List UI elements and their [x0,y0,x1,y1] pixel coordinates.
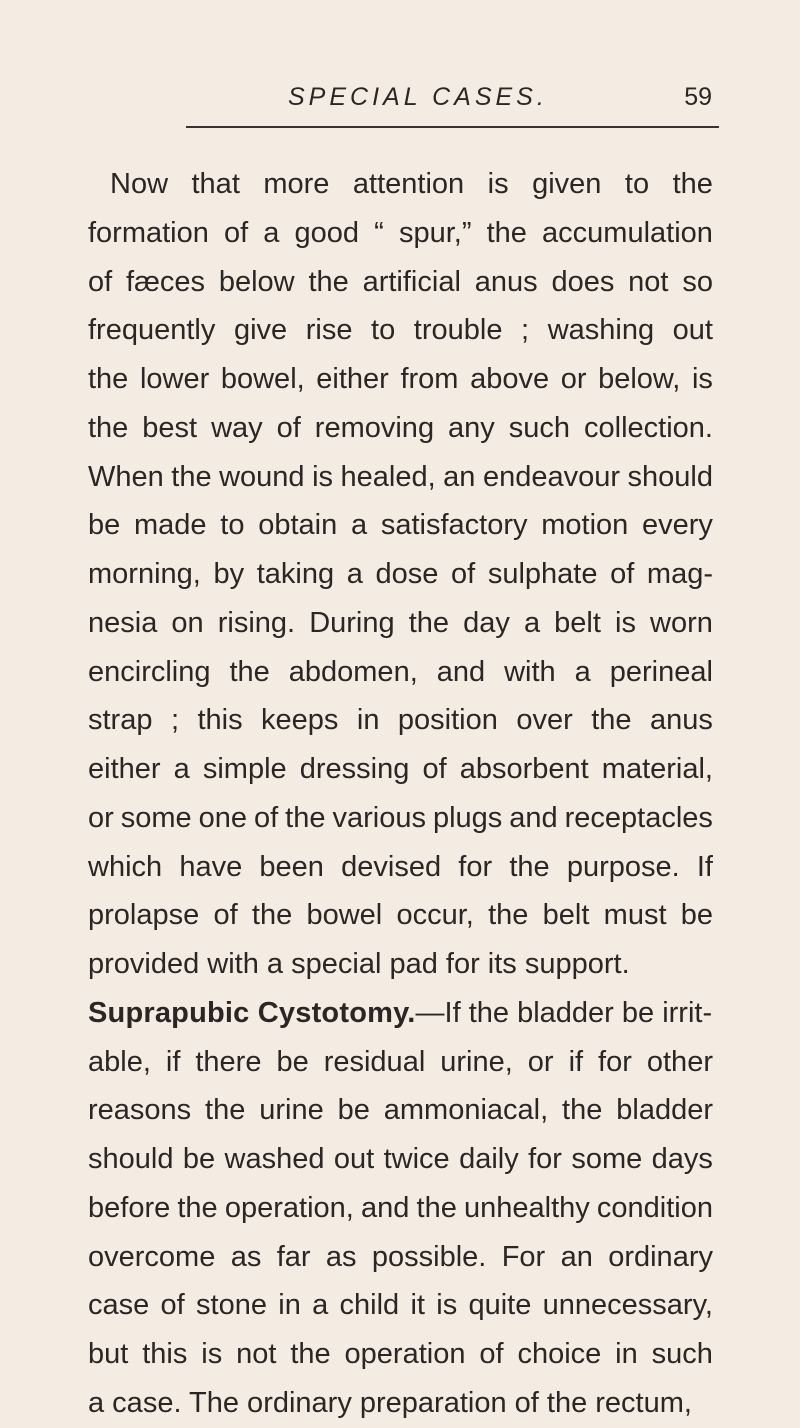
word: For [501,1240,546,1273]
word: of [276,411,301,444]
word: made [134,509,207,542]
word: artificial [362,265,461,298]
word: spur,” [398,216,472,249]
word: abdomen, [288,655,418,688]
text-line [88,745,713,794]
word: worn [650,606,713,639]
word: the [672,168,713,200]
word: is [436,1289,458,1322]
word: prolapse [88,899,200,932]
word: the [285,801,326,834]
word: of [451,558,476,590]
word: dose [375,558,439,590]
running-head: SPECIAL CASES. [288,83,548,111]
section-first-line-text: —If the bladder be irrit- [415,996,713,1029]
word: wound [219,460,305,493]
word: a [574,655,591,688]
word: urine [259,1094,324,1127]
word: if [165,1045,181,1078]
word: and [436,655,486,688]
word: if [568,1045,584,1078]
word: If [696,850,713,883]
text-line [88,1086,713,1135]
word: other [646,1045,713,1078]
word: best [142,411,198,444]
word: of [160,1289,185,1322]
word: is [487,168,509,200]
word: of [88,265,113,298]
word: such [508,411,571,444]
word: for [458,850,493,883]
word: the [562,1094,603,1127]
word: able, [88,1045,151,1078]
word: endeavour [482,460,620,493]
word: taking [256,558,335,590]
word: motion [541,509,629,542]
text-line [88,355,713,404]
word: sulphate [487,558,598,590]
word: of [610,558,635,590]
word: rise [305,314,353,347]
word: lower [139,363,210,395]
word: be [337,1094,370,1127]
word: there [195,1045,262,1078]
word: simple [202,753,287,785]
text-line [88,1281,713,1330]
text-line [88,648,713,697]
section-first-line [88,989,713,1038]
word: formation [88,216,209,249]
word: the [205,1094,246,1127]
text-line [88,501,713,550]
page-number: 59 [684,83,712,111]
word: a [312,1289,329,1322]
text-line [88,794,713,843]
word: or [88,801,114,834]
text-line [88,160,713,209]
word: When [88,460,164,493]
word: the [509,850,550,883]
word: the [290,1338,331,1370]
text-line [88,550,713,599]
word: various [332,801,426,834]
word: some [120,801,192,834]
word: bladder [616,1094,713,1127]
word: the [591,704,632,737]
text-line [88,1330,713,1379]
word: to [371,314,396,347]
word: quite [468,1289,532,1322]
word: plugs [432,801,503,834]
word: healed, [340,460,436,493]
word: absorbent [459,753,589,785]
word: operation [344,1338,466,1370]
word: or [560,363,587,395]
section-heading: Suprapubic Cystotomy. [88,996,416,1029]
word: trouble [413,314,503,347]
word: either [88,753,161,785]
word: is [615,606,636,639]
word: in [615,1338,638,1370]
word: accumulation [542,216,713,249]
text-line [88,843,713,892]
word: bowel, [220,363,305,395]
word: a [350,509,368,542]
word: not [236,1338,277,1370]
word: from [400,363,459,395]
text-line [88,258,713,307]
word: case [88,1289,150,1322]
word: every [642,509,713,542]
word: over [516,704,573,737]
text-line: a case. The ordinary preparation of the rectum, [88,1386,692,1419]
word: an [443,460,476,493]
text-line [88,1135,713,1184]
word: in [278,1289,301,1322]
word: so [682,265,713,298]
word: overcome [88,1240,216,1273]
word: out [333,1143,375,1175]
word: far [276,1240,311,1273]
word: washing [547,314,655,347]
word: should [627,460,713,493]
word: residual [323,1045,426,1078]
word: a [173,753,190,785]
word: good [294,216,360,249]
word: choice [517,1338,602,1370]
word: this [197,704,243,737]
word: the [488,899,529,932]
word: as [230,1240,262,1273]
word: morning, [88,558,201,590]
word: such [651,1338,713,1370]
text-line [88,404,713,453]
word: any [448,411,495,444]
word: should [88,1143,174,1175]
word: the [408,606,450,639]
text-line [88,1038,713,1087]
word: purpose. [566,850,680,883]
word: of [224,216,249,249]
word: below, [598,363,681,395]
word: condition [596,1191,713,1224]
word: ; [521,314,530,347]
word: to [220,509,245,542]
word: and [509,801,558,834]
word: some [571,1143,643,1175]
word: frequently [88,314,216,347]
word: as [325,1240,357,1273]
word: Now [110,168,169,200]
word: the [308,265,349,298]
word: removing [314,411,435,444]
word: devised [341,850,442,883]
word: fæces [126,265,205,298]
word: occur, [396,899,474,932]
word: the [486,216,527,249]
word: it [410,1289,425,1322]
word: the [229,655,270,688]
word: is [691,363,713,395]
word: During [309,606,395,639]
word: reasons [88,1094,192,1127]
word: which [88,850,163,883]
text-line [88,599,713,648]
text-line: provided with a special pad for its support. [88,948,630,980]
word: bowel [306,899,383,932]
text-line [88,1184,713,1233]
word: be [276,1045,309,1078]
word: is [201,1338,223,1370]
word: been [259,850,324,883]
word: give [233,314,288,347]
word: the [88,363,129,395]
word: for [598,1045,632,1078]
word: way [211,411,263,444]
word: for [528,1143,562,1175]
text-line [88,453,713,502]
word: does [551,265,615,298]
word: ordinary [608,1240,713,1273]
word: perineal [609,655,713,688]
word: and [360,1191,410,1224]
word: but [88,1338,129,1370]
word: child [339,1289,400,1322]
word: is [312,460,334,493]
word: a [523,606,541,639]
word: be [88,509,121,542]
body-text [88,160,713,1428]
word: receptacles [564,801,713,834]
word: of [213,899,238,932]
word: day [463,606,510,639]
page-header [0,82,800,122]
word: to [624,168,650,200]
word: in [356,704,380,737]
word: the [251,899,293,932]
word: have [179,850,243,883]
word: unhealthy [463,1191,590,1224]
text-line [88,306,713,355]
word: “ [374,216,384,249]
word: belt [554,606,601,639]
word: of [254,801,279,834]
word: ; [170,704,179,737]
word: operation, [224,1191,354,1224]
header-rule [186,126,719,128]
word: attention [352,168,465,200]
word: anus [474,265,538,298]
word: dressing [299,753,410,785]
word: collection. [584,411,713,444]
word: below [218,265,295,298]
word: a [346,558,363,590]
word: the [88,411,129,444]
word: twice [383,1143,450,1175]
word: stone [196,1289,267,1322]
word: ammoniacal, [383,1094,549,1127]
word: one [198,801,248,834]
word: on [171,606,204,639]
word: this [142,1338,188,1370]
word: of [479,1338,504,1370]
word: before [88,1191,171,1224]
word: that [191,168,240,200]
word: position [397,704,498,737]
word: encircling [88,655,211,688]
word: satisfactory [380,509,528,542]
text-line [88,696,713,745]
word: either [316,363,389,395]
word: above [470,363,550,395]
word: more [263,168,330,200]
word: out [672,314,713,347]
word: the [416,1191,457,1224]
word: possible. [371,1240,487,1273]
word: mag- [646,558,713,590]
text-line [88,1233,713,1282]
word: must [603,899,667,932]
word: keeps [261,704,339,737]
word: by [213,558,245,590]
word: unnecessary, [542,1289,713,1322]
word: nesia [88,606,158,639]
word: the [171,460,212,493]
word: days [651,1143,713,1175]
word: washed [224,1143,325,1175]
word: material, [601,753,713,785]
word: belt [542,899,590,932]
word: be [182,1143,216,1175]
text-line [88,891,713,940]
word: an [560,1240,593,1273]
word: or [527,1045,554,1078]
word: be [680,899,713,932]
word: rising. [217,606,296,639]
word: a [263,216,280,249]
word: anus [650,704,713,737]
word: with [504,655,556,688]
word: the [177,1191,218,1224]
word: urine, [440,1045,513,1078]
word: strap [88,704,153,737]
word: not [628,265,669,298]
word: daily [459,1143,519,1175]
word: given [532,168,602,200]
text-line [88,209,713,258]
word: obtain [258,509,338,542]
word: of [422,753,447,785]
